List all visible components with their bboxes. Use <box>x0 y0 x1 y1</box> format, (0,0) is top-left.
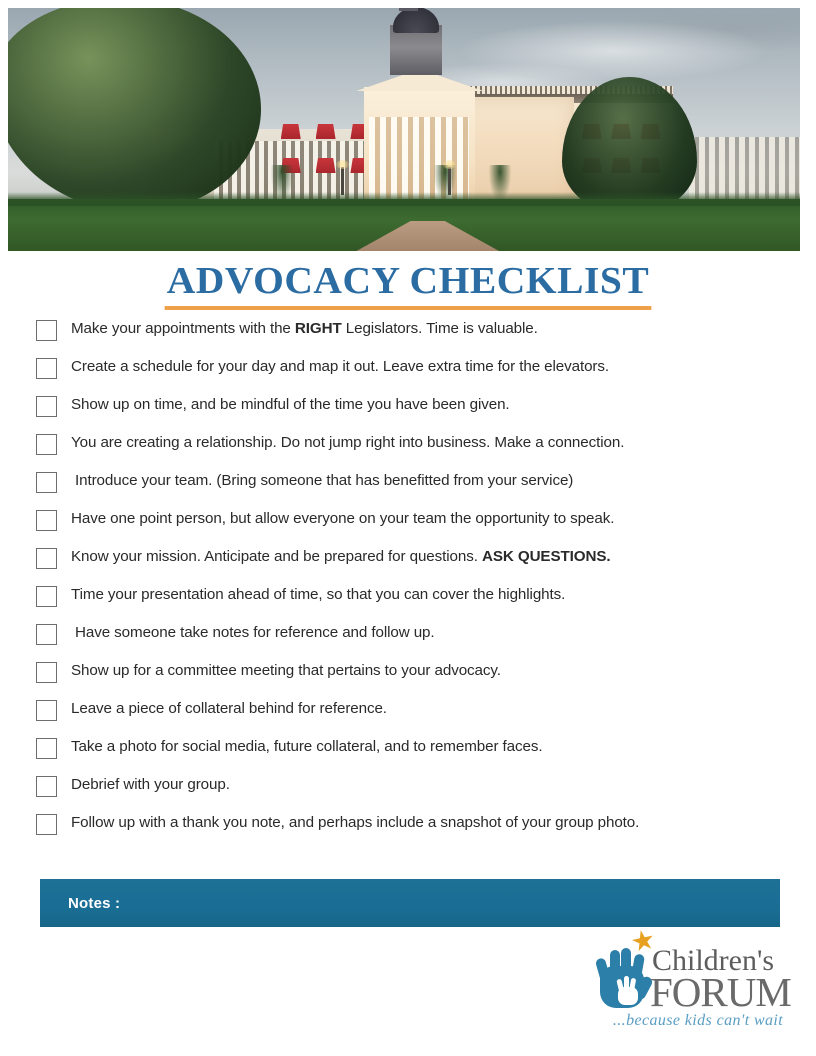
checklist-item[interactable] <box>36 546 784 569</box>
checklist-item[interactable] <box>36 736 784 759</box>
checklist-item-label: Introduce your team. (Bring someone that has benefitted from your service) <box>75 472 574 489</box>
checklist-item-label: Follow up with a thank you note, and perhaps include a snapshot of your group photo. <box>71 814 640 831</box>
checkbox[interactable] <box>36 662 57 683</box>
checkbox[interactable] <box>36 814 57 835</box>
checklist-item-label: You are creating a relationship. Do not jump right into business. Make a connection. <box>71 434 625 451</box>
capitol-dome <box>393 8 439 33</box>
checklist-item[interactable] <box>36 660 784 683</box>
child-hand-icon <box>614 976 640 1004</box>
logo-tagline: ...because kids can't wait <box>612 1012 784 1029</box>
checklist-item-label: Time your presentation ahead of time, so that you can cover the highlights. <box>71 586 566 603</box>
checkbox[interactable] <box>36 624 57 645</box>
checklist-item-label: Know your mission. Anticipate and be prepared for questions. ASK QUESTIONS. <box>71 548 611 565</box>
page-title-container <box>0 262 816 310</box>
awning <box>281 124 301 139</box>
child-hand-palm <box>618 987 638 1005</box>
emphasis-text: ASK QUESTIONS. <box>481 548 611 565</box>
checklist-item[interactable] <box>36 394 784 417</box>
page-title: ADVOCACY CHECKLIST <box>165 262 652 310</box>
checkbox[interactable] <box>36 700 57 721</box>
street-lamp <box>448 167 451 195</box>
checklist-item-label: Take a photo for social media, future collateral, and to remember faces. <box>71 738 543 755</box>
logo-line-childrens: Children's <box>652 944 775 977</box>
checklist-item-label: Create a schedule for your day and map it out. Leave extra time for the elevators. <box>71 358 610 375</box>
checkbox[interactable] <box>36 358 57 379</box>
checkbox[interactable] <box>36 396 57 417</box>
checkbox[interactable] <box>36 434 57 455</box>
checklist-item-label: Make your appointments with the RIGHT Legislators. Time is valuable. <box>71 320 538 337</box>
awning <box>316 124 336 139</box>
checklist-item-label: Debrief with your group. <box>71 776 230 793</box>
advocacy-checklist <box>36 318 784 835</box>
childrens-forum-logo <box>588 928 800 1040</box>
checklist-item[interactable] <box>36 812 784 835</box>
checkbox[interactable] <box>36 738 57 759</box>
checkbox[interactable] <box>36 586 57 607</box>
oak-tree-left <box>8 8 261 212</box>
checklist-item[interactable] <box>36 698 784 721</box>
checklist-item[interactable] <box>36 508 784 531</box>
logo-line-forum: FORUM <box>650 969 791 1015</box>
hand-icon <box>594 946 652 1008</box>
awning <box>316 158 336 173</box>
checkbox[interactable] <box>36 510 57 531</box>
checklist-item-label: Have one point person, but allow everyone on your team the opportunity to speak. <box>71 510 615 527</box>
checkbox[interactable] <box>36 320 57 341</box>
checklist-item-label: Leave a piece of collateral behind for reference. <box>71 700 387 717</box>
checkbox[interactable] <box>36 472 57 493</box>
checklist-item[interactable] <box>36 318 784 341</box>
checklist-item-label: Have someone take notes for reference and follow up. <box>75 624 435 641</box>
street-lamp <box>341 167 344 195</box>
checklist-item[interactable] <box>36 774 784 797</box>
notes-section[interactable] <box>40 879 780 927</box>
checkbox[interactable] <box>36 548 57 569</box>
checklist-item-label: Show up on time, and be mindful of the time you have been given. <box>71 396 510 413</box>
checklist-item[interactable] <box>36 356 784 379</box>
header-photo <box>8 8 800 251</box>
checklist-item[interactable] <box>36 584 784 607</box>
checklist-item[interactable] <box>36 432 784 455</box>
emphasis-text: RIGHT <box>294 320 342 337</box>
checklist-item-label: Show up for a committee meeting that pertains to your advocacy. <box>71 662 501 679</box>
checkbox[interactable] <box>36 776 57 797</box>
checklist-item[interactable] <box>36 470 784 493</box>
notes-label: Notes : <box>68 894 121 912</box>
checklist-item[interactable] <box>36 622 784 645</box>
capitol-cupola <box>399 8 418 11</box>
